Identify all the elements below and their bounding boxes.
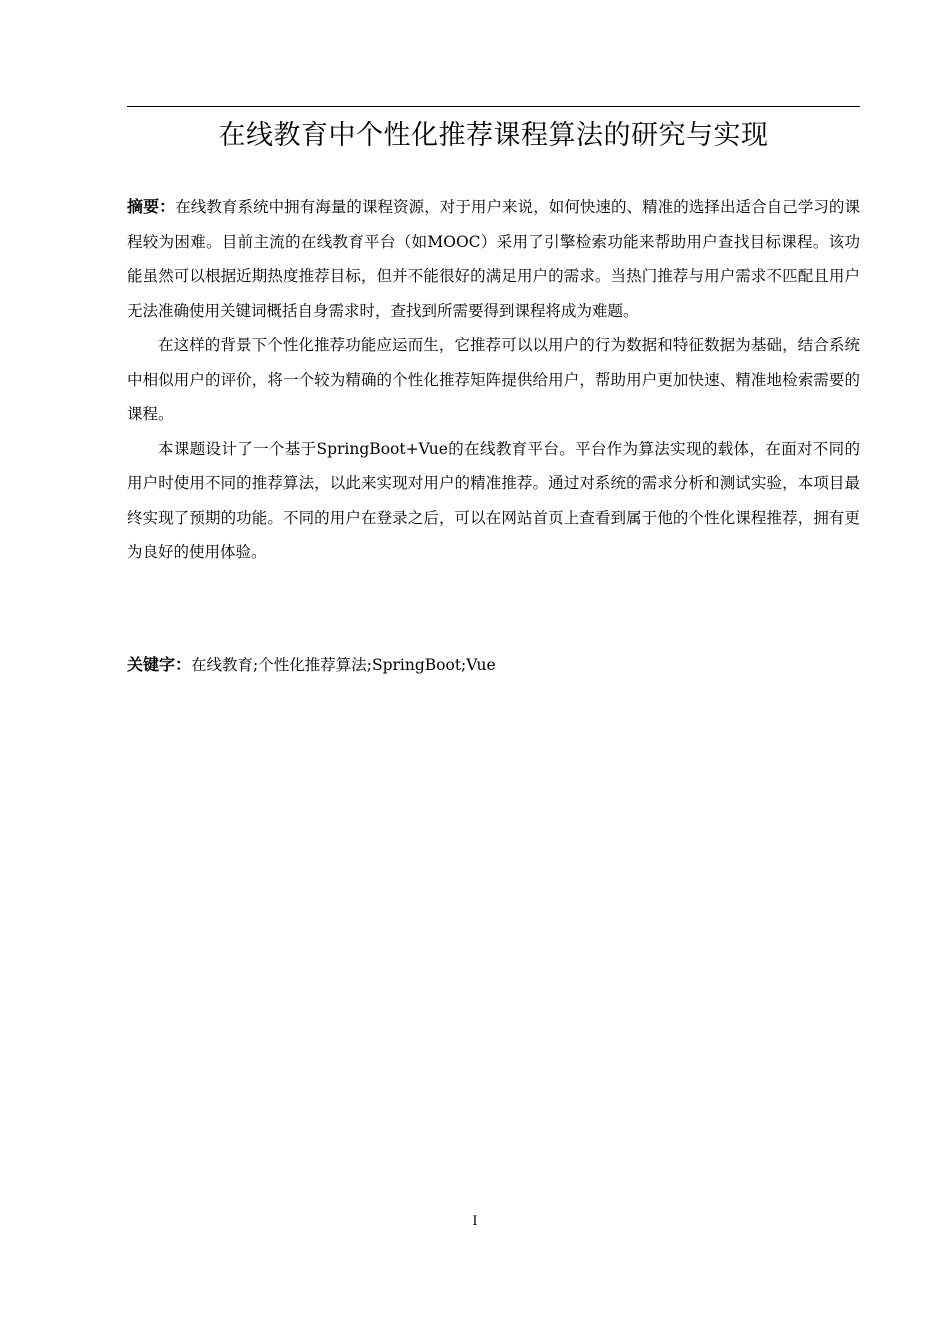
abstract-label: 摘要： (127, 197, 176, 216)
abstract-paragraph-2: 在这样的背景下个性化推荐功能应运而生，它推荐可以以用户的行为数据和特征数据为基础，结合系统中相似用户的评价，将一个较为精确的个性化推荐矩阵提供给用户，帮助用户更加快速、精准地检索需要的课程。 (127, 336, 860, 423)
abstract-section (127, 190, 860, 570)
abstract-text-1: 在线教育系统中拥有海量的课程资源，对于用户来说，如何快速的、精准的选择出适合自己学习的课程较为困难。目前主流的在线教育平台（如MOOC）采用了引擎检索功能来帮助用户查找目标课程。该功能虽然可以根据近期热度推荐目标，但并不能很好的满足用户的需求。当热门推荐与用户需求不匹配且用户无法准确使用关键词概括自身需求时，查找到所需要得到课程将成为难题。 (127, 198, 860, 320)
abstract-paragraph-3: 本课题设计了一个基于SpringBoot+Vue的在线教育平台。平台作为算法实现的载体，在面对不同的用户时使用不同的推荐算法，以此来实现对用户的精准推荐。通过对系统的需求分析和测试实验，本项目最终实现了预期的功能。不同的用户在登录之后，可以在网站首页上查看到属于他的个性化课程推荐，拥有更为良好的使用体验。 (127, 439, 860, 561)
keywords-label: 关键字： (127, 655, 192, 674)
keywords-section (127, 650, 860, 680)
page-number: I (472, 1214, 478, 1229)
paper-title: 在线教育中个性化推荐课程算法的研究与实现 (218, 120, 769, 151)
abstract-paragraph-1 (127, 190, 860, 328)
header-rule (127, 106, 860, 107)
keywords-value: 在线教育;个性化推荐算法;SpringBoot;Vue (191, 656, 496, 674)
